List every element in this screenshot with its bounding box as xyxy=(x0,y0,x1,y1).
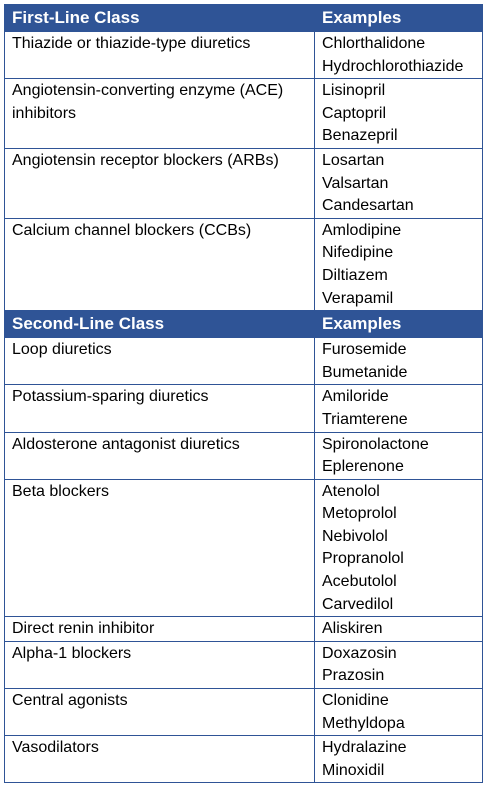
first-line-class-header: First-Line Class xyxy=(5,5,315,32)
drug-class-cell: Thiazide or thiazide-type diuretics xyxy=(5,32,315,79)
drug-example: Atenolol xyxy=(322,482,380,500)
table-row xyxy=(5,479,483,617)
drug-example: Chlorthalidone xyxy=(322,35,426,52)
drug-example: Carvedilol xyxy=(322,595,394,613)
examples-cell xyxy=(315,218,483,310)
examples-cell xyxy=(315,641,483,688)
drug-example: Nebivolol xyxy=(322,527,388,545)
examples-cell xyxy=(315,385,483,432)
drug-class-cell: Loop diuretics xyxy=(5,338,315,385)
first-line-examples-header: Examples xyxy=(315,5,483,32)
drug-example: Lisinopril xyxy=(322,82,386,100)
table-row xyxy=(5,148,483,218)
table-row xyxy=(5,32,483,79)
drug-example: Verapamil xyxy=(322,289,394,307)
examples-cell xyxy=(315,479,483,617)
drug-example: Doxazosin xyxy=(322,644,397,662)
drug-example: Hydrochlorothiazide xyxy=(322,57,464,75)
drug-example: Captopril xyxy=(322,104,387,122)
drug-class-cell: Alpha-1 blockers xyxy=(5,641,315,688)
drug-class-cell: Angiotensin-converting enzyme (ACE) inhibitors xyxy=(5,79,315,149)
drug-example: Spironolactone xyxy=(322,435,429,453)
drug-example: Metoprolol xyxy=(322,505,397,523)
drug-class-cell: Aldosterone antagonist diuretics xyxy=(5,432,315,479)
second-line-class-header: Second-Line Class xyxy=(5,311,315,338)
drug-class-cell: Beta blockers xyxy=(5,479,315,617)
examples-cell xyxy=(315,736,483,783)
drug-class-cell: Central agonists xyxy=(5,689,315,736)
drug-class-cell: Calcium channel blockers (CCBs) xyxy=(5,218,315,310)
table-row xyxy=(5,385,483,432)
table-row xyxy=(5,617,483,642)
drug-class-cell: Angiotensin receptor blockers (ARBs) xyxy=(5,148,315,218)
table-row xyxy=(5,641,483,688)
table-row xyxy=(5,338,483,385)
drug-class-cell: Direct renin inhibitor xyxy=(5,617,315,642)
drug-example: Acebutolol xyxy=(322,573,397,591)
table-row xyxy=(5,79,483,149)
drug-example: Triamterene xyxy=(322,410,408,428)
examples-cell xyxy=(315,32,483,79)
drug-example: Eplerenone xyxy=(322,458,404,476)
examples-cell xyxy=(315,617,483,642)
first-line-header-row xyxy=(5,5,483,32)
drug-example: Amiloride xyxy=(322,388,389,406)
drug-example: Furosemide xyxy=(322,341,407,359)
drug-example: Valsartan xyxy=(322,174,389,192)
drug-example: Bumetanide xyxy=(322,363,408,381)
table-row xyxy=(5,218,483,310)
table-row xyxy=(5,689,483,736)
drug-example: Diltiazem xyxy=(322,266,388,284)
examples-cell xyxy=(315,338,483,385)
drug-example: Clonidine xyxy=(322,692,389,710)
examples-cell xyxy=(315,689,483,736)
drug-example: Amlodipine xyxy=(322,221,402,239)
drug-example: Aliskiren xyxy=(322,620,383,638)
drug-example: Benazepril xyxy=(322,127,398,145)
table-row xyxy=(5,736,483,783)
antihypertensive-class-table xyxy=(4,4,483,783)
drug-example: Hydralazine xyxy=(322,739,407,757)
drug-example: Propranolol xyxy=(322,550,404,568)
examples-cell xyxy=(315,432,483,479)
table-row xyxy=(5,432,483,479)
drug-example: Methyldopa xyxy=(322,714,405,732)
drug-example: Minoxidil xyxy=(322,761,385,779)
second-line-examples-header: Examples xyxy=(315,311,483,338)
drug-class-cell: Potassium-sparing diuretics xyxy=(5,385,315,432)
second-line-header-row xyxy=(5,311,483,338)
examples-cell xyxy=(315,148,483,218)
drug-example: Candesartan xyxy=(322,197,414,215)
table-body xyxy=(5,5,483,783)
drug-example: Losartan xyxy=(322,151,385,169)
examples-cell xyxy=(315,79,483,149)
drug-class-cell: Vasodilators xyxy=(5,736,315,783)
drug-example: Prazosin xyxy=(322,667,385,685)
drug-example: Nifedipine xyxy=(322,244,394,262)
